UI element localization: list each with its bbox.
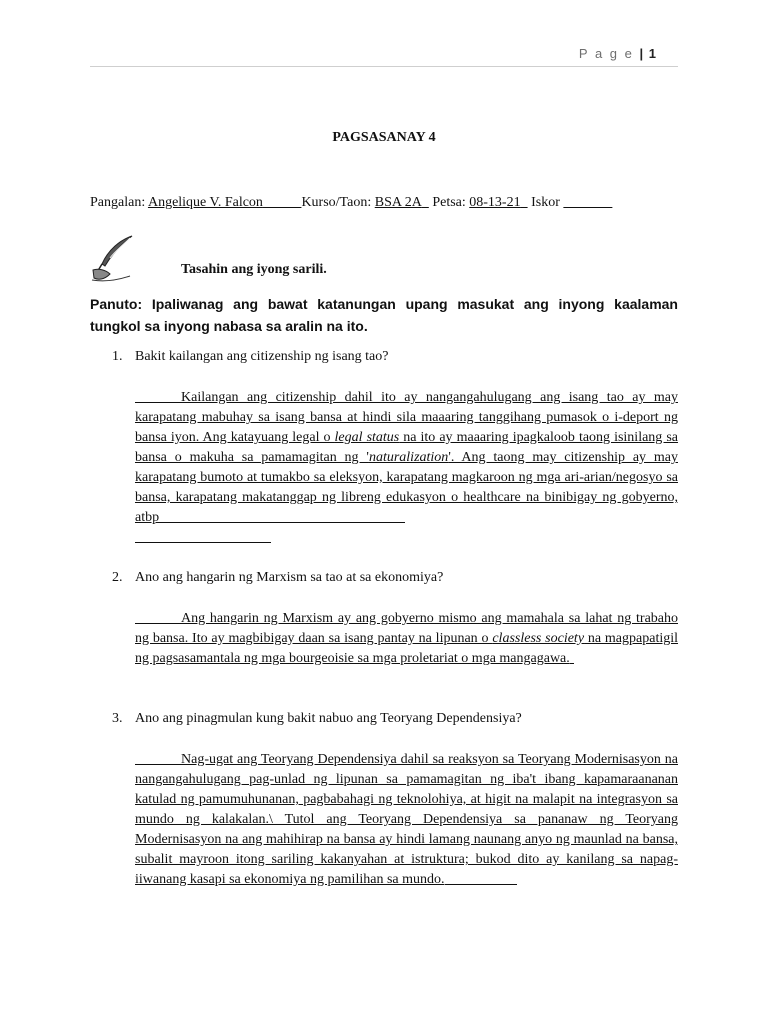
quill-icon bbox=[90, 234, 136, 284]
indent-line bbox=[135, 609, 181, 624]
date-label: Petsa: bbox=[432, 195, 466, 210]
emphasis-classless-society: classless society bbox=[492, 631, 585, 646]
score-label: Iskor bbox=[531, 195, 560, 210]
page-header bbox=[579, 46, 656, 61]
course-label: Kurso/Taon: bbox=[301, 195, 372, 210]
answer-2: Ang hangarin ng Marxism ay ang gobyerno mismo ang mamahala sa lahat ng trabaho ng bansa. Ito ay magbibigay daan sa isang pantay na lipunan o classless society na magpapatigil ng pagsasamantala ng mga bourgeoisie sa mga proletariat o mga mangagawa. bbox=[135, 611, 679, 666]
question-number: 2. bbox=[112, 570, 123, 585]
student-info bbox=[90, 195, 612, 211]
name-value: Angelique V. Falcon bbox=[147, 195, 263, 210]
instructions: Panuto: Ipaliwanag ang bawat katanungan upang masukat ang inyong kaalaman tungkol sa inyong nabasa sa aralin na ito. bbox=[90, 296, 678, 334]
page-word: P a g e bbox=[578, 46, 634, 61]
question-1 bbox=[112, 349, 388, 365]
question-text: Bakit kailangan ang citizenship ng isang tao? bbox=[135, 349, 389, 364]
answer-3: Nag-ugat ang Teoryang Dependensiya dahil sa reaksyon sa Teoryang Modernisasyon na nangangahulugang pag-unlad ng lipunan sa pamamagitan ng iba't ibang kapamaraananan katulad ng pamumuhunanan, pagbabahagi ng teknolohiya, at higit na malapit na integrasyon sa mundo ng kalakalan.\ Tutol ang Teoryang Dependensiya sa pananaw ng Teoryang Modernisasyon na ang mahihirap na bansa ay hindi lamang naunang anyo ng maunlad na bansa, subalit mayroon itong sariling kakanyahan at istruktura; bukod dito ay kanilang sa napag-iiwanang kasapi sa ekonomiya ng pamilihan sa mundo. bbox=[135, 752, 678, 887]
question-number: 1. bbox=[112, 349, 123, 364]
course-value: BSA 2A bbox=[374, 195, 422, 210]
indent-line bbox=[135, 750, 181, 765]
header-rule bbox=[90, 66, 678, 67]
answer-tail-line bbox=[159, 508, 405, 523]
question-3 bbox=[112, 711, 522, 727]
answer-tail-line bbox=[135, 528, 271, 543]
name-label: Pangalan: bbox=[90, 195, 146, 210]
question-text: Ano ang pinagmulan kung bakit nabuo ang Teoryang Dependensiya? bbox=[135, 711, 522, 726]
question-2 bbox=[112, 570, 443, 586]
page-title: PAGSASANAY 4 bbox=[332, 130, 436, 145]
page-number: 1 bbox=[648, 46, 656, 61]
answer-tail-line bbox=[445, 870, 517, 885]
question-text: Ano ang hangarin ng Marxism sa tao at sa ekonomiya? bbox=[135, 570, 444, 585]
date-value: 08-13-21 bbox=[469, 195, 521, 210]
page-separator: | bbox=[639, 46, 644, 61]
score-blank bbox=[563, 195, 612, 210]
emphasis-naturalization: naturalization bbox=[368, 450, 449, 465]
emphasis-legal-status: legal status bbox=[334, 430, 400, 445]
instruction-heading: Tasahin ang iyong sarili. bbox=[181, 262, 327, 277]
answer-1: Kailangan ang citizenship dahil ito ay nangangahulugang ang isang tao ay may karapatang mabuhay sa isang bansa at hindi sila maaaring tanggihang pumasok o i-deport ng bansa iyon. Ang katayuang legal o legal status na ito ay maaaring ipagkaloob taong isinilang sa bansa o makuha sa pamamagitan ng 'naturalization'. Ang taong may citizenship ay may karapatang bumoto at tumakbo sa eleksyon, karapatang magkaroon ng mga ari-arian/negosyo sa bansa, karapatang makatanggap ng libreng edukasyon o healthcare na binibigay ng gobyerno, atbp bbox=[135, 388, 678, 548]
indent-line bbox=[135, 388, 181, 403]
question-number: 3. bbox=[112, 711, 123, 726]
